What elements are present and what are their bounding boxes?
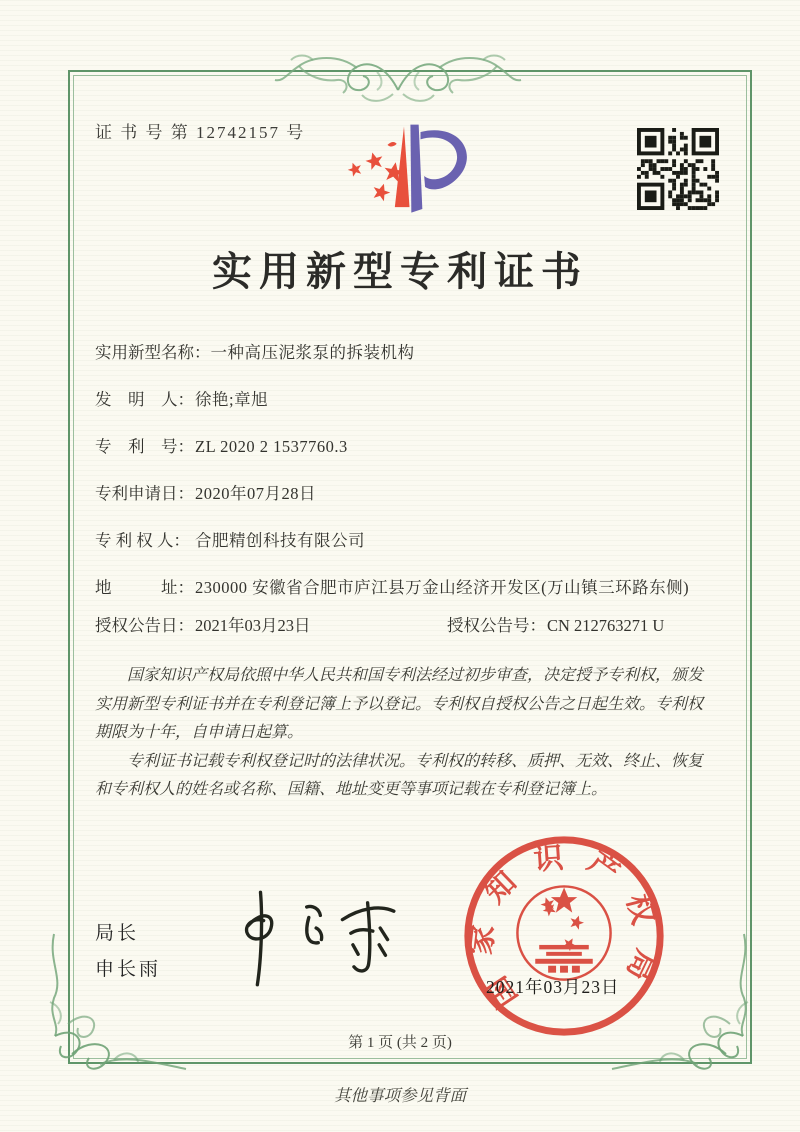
seal-date: 2021年03月23日 — [486, 977, 620, 997]
field-row-address — [95, 575, 711, 601]
grant-row — [95, 613, 711, 639]
field-value: 2020年07月28日 — [195, 484, 316, 503]
certificate-title: 实用新型专利证书 — [212, 249, 588, 294]
field-label: 地 址： — [95, 578, 194, 597]
grant-date-pair — [95, 613, 447, 639]
grant-no-pair — [447, 613, 664, 639]
seal-text: 国家知识产权局 — [465, 841, 664, 1013]
grant-date-label: 授权公告日： — [95, 616, 194, 635]
field-list — [95, 340, 711, 639]
cnipa-red-seal-icon — [450, 822, 678, 1050]
field-label: 专 利 号： — [95, 437, 194, 456]
field-value: ZL 2020 2 1537760.3 — [195, 437, 348, 456]
grant-no-label: 授权公告号： — [447, 616, 546, 635]
legal-text — [95, 662, 713, 805]
field-row-filing-date — [95, 481, 711, 507]
field-label: 实用新型名称： — [95, 343, 211, 362]
field-row-patentee — [95, 528, 711, 554]
field-row-patent-no — [95, 434, 711, 460]
field-label: 专 利 权 人： — [95, 531, 190, 550]
signer-name: 申长雨 — [95, 959, 162, 980]
top-scroll-ornament-icon — [273, 46, 523, 110]
field-row-name — [95, 340, 711, 366]
field-label: 发 明 人： — [95, 390, 194, 409]
legal-paragraph-1: 国家知识产权局依照中华人民共和国专利法经过初步审查，决定授予专利权，颁发实用新型专利证书并在专利登记簿上予以登记。专利权自授权公告之日起生效。专利权期限为十年，自申请日起算。 — [95, 667, 704, 741]
cnipa-logo-icon — [338, 120, 503, 232]
legal-paragraph-2: 专利证书记载专利权登记时的法律状况。专利权的转移、质押、无效、终止、恢复和专利权人的姓名或名称、国籍、地址变更等事项记载在专利登记簿上。 — [95, 752, 704, 798]
certificate-number: 证 书 号 第 12742157 号 — [95, 123, 306, 142]
field-value: 合肥精创科技有限公司 — [195, 531, 365, 550]
field-row-inventor — [95, 387, 711, 413]
back-side-note: 其他事项参见背面 — [334, 1086, 466, 1105]
qr-code — [637, 128, 719, 210]
field-value: 一种高压泥浆泵的拆装机构 — [210, 343, 415, 362]
shen-changyu-signature-icon — [218, 886, 408, 991]
grant-date-value: 2021年03月23日 — [195, 616, 311, 635]
field-label: 专利申请日： — [95, 484, 194, 503]
signer-title: 局长 — [95, 923, 140, 944]
field-value: 230000 安徽省合肥市庐江县万金山经济开发区(万山镇三环路东侧) — [195, 578, 690, 597]
grant-no-value: CN 212763271 U — [547, 616, 665, 635]
field-value: 徐艳;章旭 — [195, 390, 269, 409]
page-number: 第 1 页 (共 2 页) — [348, 1035, 452, 1051]
